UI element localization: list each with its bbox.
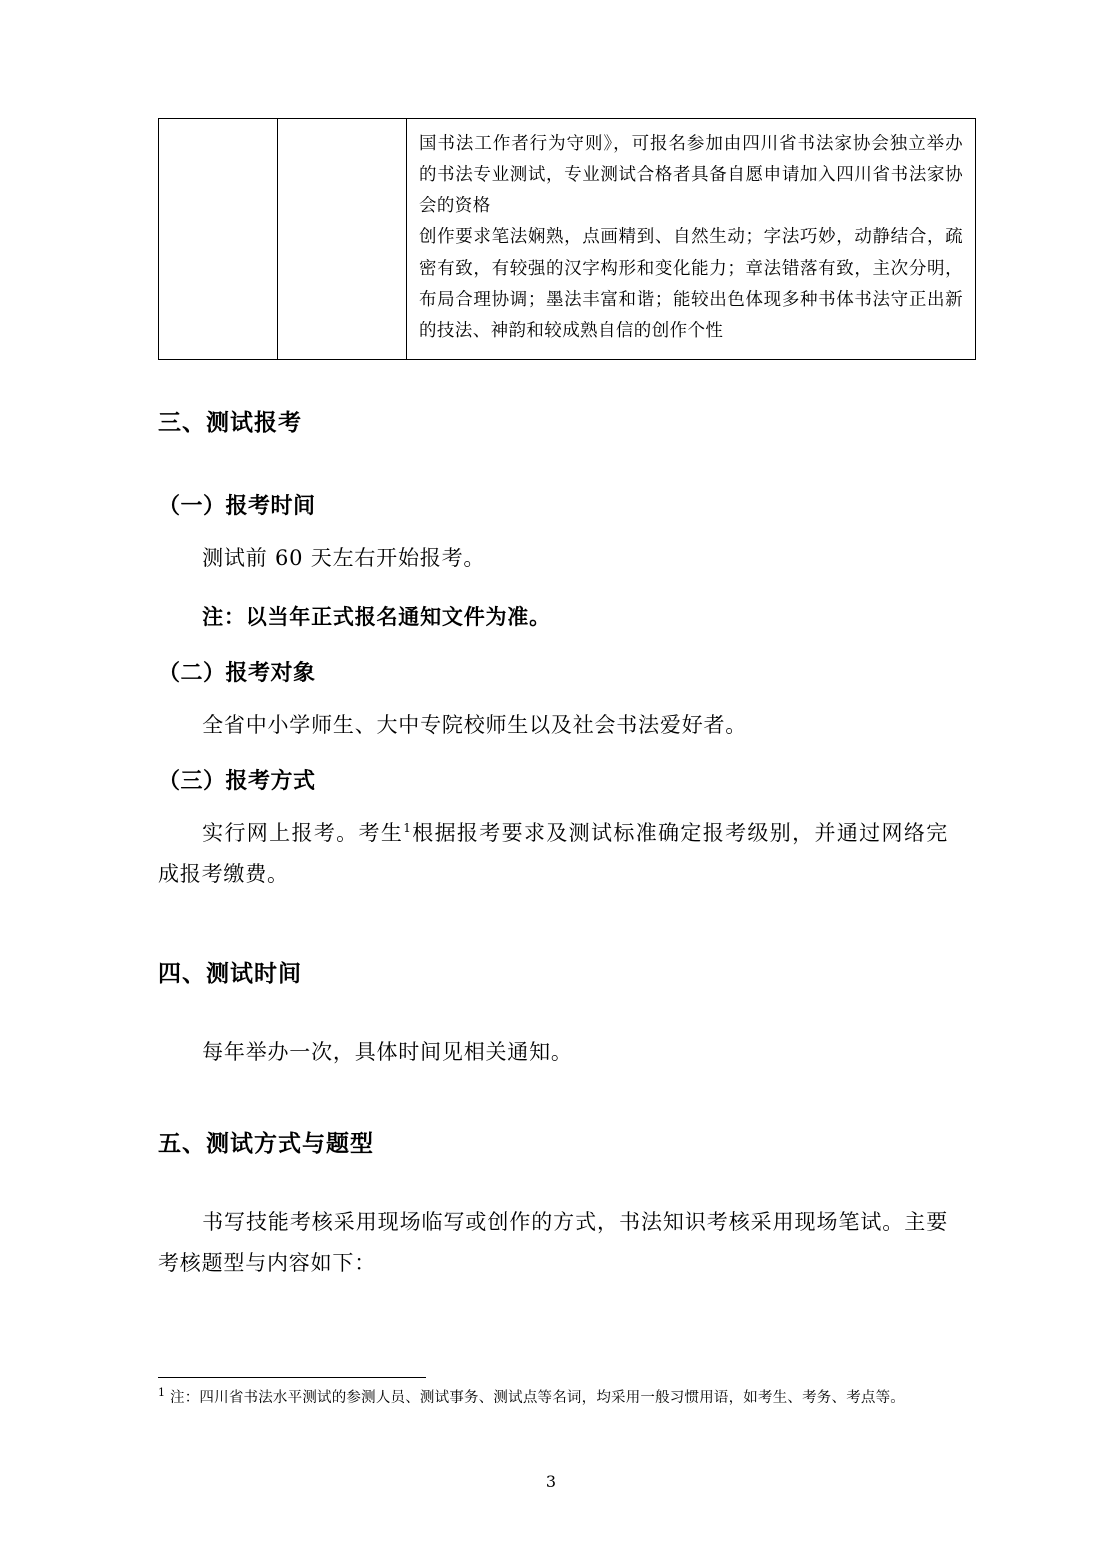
footnote-body: 注：四川省书法水平测试的参测人员、测试事务、测试点等名词，均采用一般习惯用语，如考生、考务、考点等。 — [170, 1390, 906, 1406]
footnote-area — [158, 1377, 948, 1411]
subsection-1-paragraph: 测试前 60 天左右开始报考。 — [202, 545, 486, 570]
subsection-3-paragraph — [158, 813, 948, 895]
footnote-text — [158, 1386, 948, 1411]
subsection-1-note: 注：以当年正式报名通知文件为准。 — [202, 603, 551, 629]
footnote-marker-inline: 1 — [403, 820, 412, 835]
subsection-3-text-pre: 实行网上报考。考生 — [202, 820, 404, 845]
page-content — [158, 0, 963, 1283]
table-row — [159, 119, 976, 360]
table-desc-paragraph-2: 创作要求笔法娴熟，点画精到、自然生动；字法巧妙，动静结合，疏密有致，有较强的汉字构形和变化能力；章法错落有致，主次分明，布局合理协调；墨法丰富和谐；能较出色体现多种书体书法守正出新的技法、神韵和较成熟自信的创作个性 — [419, 227, 963, 341]
section-5-paragraph: 书写技能考核采用现场临写或创作的方式，书法知识考核采用现场笔试。主要考核题型与内容如下： — [158, 1209, 948, 1275]
subsection-title-1: （一）报考时间 — [158, 492, 316, 519]
section-heading-3: 三、测试报考 — [158, 409, 302, 436]
section-heading-4: 四、测试时间 — [158, 960, 302, 987]
subsection-2-paragraph: 全省中小学师生、大中专院校师生以及社会书法爱好者。 — [202, 712, 748, 737]
page-number: 3 — [545, 1472, 557, 1491]
table-cell-description — [407, 119, 976, 360]
section-heading-5: 五、测试方式与题型 — [158, 1130, 374, 1157]
subsection-3-text-post: 根据报考要求及测试标准确定报考级别，并通过网络完成报考缴费。 — [158, 820, 949, 886]
footnote-divider — [158, 1377, 426, 1378]
table-cell-level — [159, 119, 278, 360]
table-cell-category — [278, 119, 407, 360]
section-4-paragraph: 每年举办一次，具体时间见相关通知。 — [202, 1039, 573, 1064]
subsection-title-2: （二）报考对象 — [158, 659, 316, 686]
subsection-title-3: （三）报考方式 — [158, 767, 316, 794]
table-desc-paragraph-1: 国书法工作者行为守则》，可报名参加由四川省书法家协会独立举办的书法专业测试，专业测试合格者具备自愿申请加入四川省书法家协会的资格 — [419, 134, 963, 217]
criteria-table — [158, 118, 976, 360]
footnote-number: 1 — [158, 1386, 166, 1400]
